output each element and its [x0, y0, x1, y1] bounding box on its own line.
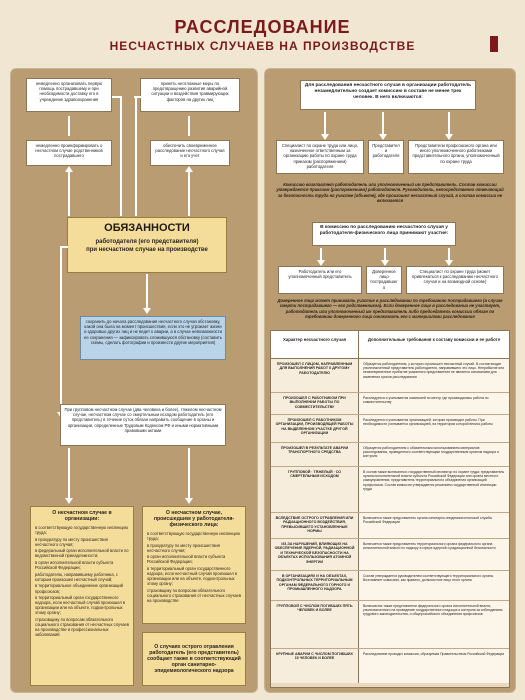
table-row — [271, 467, 509, 513]
phys-member-specialist: Специалист по охране труда (может привлекаться к расследованию несчастного случая и на возмездной основе) — [406, 266, 504, 294]
table-row — [271, 393, 509, 415]
list-item: в прокуратуру по месту происшествия несчастного случая; — [35, 536, 108, 547]
table-cell: Расследование проводит комиссия, образуемая Правительством Российской Федерации — [359, 649, 509, 683]
arrow-head — [185, 498, 193, 504]
list-item: в федеральный орган исполнительной власти по ведомственной принадлежности; — [35, 548, 129, 559]
duties-title: ОБЯЗАННОСТИ — [104, 222, 190, 234]
phys-member-trustee: Доверенное лицо пострадавшего — [366, 266, 402, 294]
duty-first-aid: немедленно организовать первую помощь пострадавшему и при необходимости доставку его в учреждение здравоохранения — [26, 78, 112, 112]
table-cell: ПРОИЗОШЕЛ С РАБОТНИКОМ ПРИ ВЫПОЛНЕНИИ РАБОТЫ ПО СОВМЕСТИТЕЛЬСТВУ — [271, 393, 359, 414]
table-cell: ГРУППОВОЙ С ЧИСЛОМ ПОГИБШИХ ПЯТЬ ЧЕЛОВЕК И БОЛЕЕ — [271, 601, 359, 648]
list-item: в соответствующую государственную инспекцию труда; — [147, 531, 240, 542]
list-item: в территориальный орган государственного надзора, если несчастный случай произошел в организации или на объекте, подконтрольных этому органу; — [35, 595, 126, 616]
table-cell: Образуется работодателем, у которого произошел несчастный случай. В состав входит уполномоченный представитель работодателя, направившего это лицо. Неприбытие или несвоевременное прибытие указанного представителя не является основанием для изменения сроков расследования — [359, 359, 509, 392]
arrow-line — [60, 246, 68, 248]
table-row — [271, 649, 509, 683]
page-title: РАССЛЕДОВАНИЕ — [174, 17, 351, 37]
physical-employer-commission-box: В комиссию по расследованию несчастного случая у работодателя-физического лица принимают участие: — [312, 222, 456, 246]
arrow-line — [382, 112, 384, 136]
member-employer-reps: Представители работодателя — [368, 140, 404, 174]
table-cell: Включается также представитель органа санитарно-эпидемиологической службы Российской Федерации — [359, 513, 509, 538]
arrow-line — [188, 116, 190, 136]
list-item: в соответствующую государственную инспекцию труда; — [35, 525, 128, 536]
header-marker — [490, 36, 498, 52]
page-subtitle: НЕСЧАСТНЫХ СЛУЧАЕВ НА ПРОИЗВОДСТВЕ — [109, 39, 416, 53]
notify-organization-box — [30, 506, 134, 686]
list-item: в прокуратуру по месту происшествия несчастного случая; — [147, 542, 220, 553]
table-cell: Включаются также представители федерального органа исполнительной власти, уполномоченного на проведение государственного надзора и контроля за соблюдением трудового законодательства, и общероссийского объединения профсоюзов — [359, 601, 509, 648]
arrow-line — [112, 96, 122, 98]
preserve-scene-box: сохранить до начала расследования несчастного случая обстановку, какой она была на момент происшествия, если это не угрожает жизни и здоровью других лиц и не ведет к аварии, а в случае невозможности ее сохранения — зафиксировать сложившуюся обстановку (составить схемы, сделать фотографии и произвести другие мероприятия) — [80, 316, 226, 360]
arrow-line — [135, 96, 137, 216]
poster-header — [0, 18, 525, 58]
phys-member-employer: Работодатель или его уполномоченный представитель — [278, 266, 362, 294]
requirements-table — [270, 330, 510, 688]
list-item: в территориальное объединение организаций профсоюзов; — [35, 583, 123, 594]
notify-organization-title: О несчастном случае в организации: — [52, 510, 112, 522]
arrow-line — [68, 170, 70, 216]
table-cell: В ОРГАНИЗАЦИЯХ И НА ОБЪЕКТАХ, ПОДКОНТРОЛЬНЫХ ТЕРРИТОРИАЛЬНЫМ ОРГАНАМ ФЕДЕРАЛЬНОГО ГОРНОГО И ПРОМЫШЛЕННОГО НАДЗОРА — [271, 571, 359, 600]
list-item: страховщику по вопросам обязательного социального страхования от несчастных случаев на производстве и профессиональных заболеваний — [35, 617, 130, 638]
inform-authorities-box: При групповом несчастном случае (два человека и более), тяжелом несчастном случае, несчастном случае со смертельным исходом работодатель (его представитель) в течение суток обязан направить сообщение в органы и организации, определенные Трудовым Кодексом РФ и иными нормативными правовыми актами — [60, 404, 226, 446]
notify-poisoning-text: О случаях острого отравления работодатель (его представитель) сообщает также в соответствующий орган санитарно-эпидемиологического надзора — [147, 644, 241, 674]
commission-note: Комиссию возглавляет работодатель или уполномоченный им представитель. Состав комиссии утверждается приказом (распоряжением) работодателя. Руководитель, непосредственно отвечающий за безопасность труда на участке (объекте), где произошел несчастный случай, в состав комиссии не включается — [276, 182, 504, 203]
duty-inform-relatives: немедленно проинформировать о несчастном случае родственников пострадавшего — [26, 140, 112, 166]
duties-main-box — [67, 217, 227, 273]
table-row — [271, 601, 509, 649]
arrow-line — [146, 274, 148, 310]
duties-subtitle-1: работодателя (его представителя) — [95, 239, 199, 245]
table-cell: ПРОИЗОШЕЛ С РАБОТНИКОМ ОРГАНИЗАЦИИ, ПРОИЗВОДЯЩЕЙ РАБОТЫ НА ВЫДЕЛЕННОМ УЧАСТКЕ ДРУГОЙ ОРГАНИЗАЦИИ — [271, 415, 359, 442]
table-cell: Расследуется и учитывается организацией, которая производит работы. При необходимости учитывается организацией, на территории которой велись работы — [359, 415, 509, 442]
arrow-head — [65, 498, 73, 504]
arrow-line — [68, 116, 70, 136]
arrow-line — [120, 96, 122, 216]
table-cell: Образуется работодателем с обязательным использованием материалов расследования, проведенного соответствующим государственным органом надзора и контроля — [359, 443, 509, 466]
table-cell: Включается также представитель территориального органа федерального органа исполнительной власти по надзору в сфере ядерной и радиационной безопасности — [359, 539, 509, 570]
arrow-line — [60, 246, 62, 418]
commission-creation-box: Для расследования несчастного случая в организации работодатель незамедлительно создает комиссию в составе не менее трех человек. В него включаются: — [300, 80, 476, 110]
table-row — [271, 443, 509, 467]
arrow-line — [324, 112, 326, 136]
arrow-line — [448, 112, 450, 136]
list-item: в орган исполнительной власти субъекта Российской Федерации; — [35, 560, 114, 571]
table-cell: В состав также включаются: государственный инспектор по охране труда; представитель органа исполнительной власти субъекта Российской Федерации или органа местного самоуправления; представитель территориального объединения организаций профсоюзов. Состав комиссии утверждается решением государственной инспекции труда — [359, 467, 509, 512]
table-row — [271, 359, 509, 393]
table-row — [271, 571, 509, 601]
member-safety-specialist: Специалист по охране труда или лицо, назначенное ответственным за организацию работы по охране труда приказом (распоряжением) работодателя — [276, 140, 364, 174]
table-cell: КРУПНЫЕ АВАРИИ С ЧИСЛОМ ПОГИБШИХ 15 ЧЕЛОВЕК И БОЛЕЕ — [271, 649, 359, 683]
trustee-note: Доверенное лицо может принимать участие в расследовании по требованию пострадавшего (в случае смерти пострадавшего — его родственников). Если доверенное лицо в расследовании не участвует, работодатель или уполномоченный им представитель либо председатель комиссии обязан по требованию доверенного лица ознакомить его с материалами расследования — [277, 298, 503, 319]
notify-physical-employer-title: О несчастном случае, происшедшем у работодателя-физического лица: — [153, 510, 235, 528]
member-union-reps: Представители профсоюзного органа или иного уполномоченного работниками представительного органа, уполномоченный по охране труда — [408, 140, 504, 174]
arrow-line — [188, 170, 190, 216]
arrow-head — [65, 166, 73, 172]
arrow-line — [134, 96, 142, 98]
table-header-cell: Дополнительные требования к составу комиссии и ее работе — [367, 337, 501, 342]
list-item: в территориальный орган государственного надзора, если несчастный случай произошел в организации или на объекте, подконтрольных этому органу; — [147, 566, 238, 587]
table-cell: ГРУППОВОЙ · ТЯЖЕЛЫЙ · СО СМЕРТЕЛЬНЫМ ИСХОДОМ — [271, 467, 359, 512]
notify-poisoning-box — [142, 632, 246, 686]
table-cell: ИЗ-ЗА НАРУШЕНИЙ, ВЛИЯЮЩИХ НА ОБЕСПЕЧЕНИЕ ЯДЕРНОЙ, РАДИАЦИОННОЙ И ТЕХНИЧЕСКОЙ БЕЗОПАСНОСТИ НА ОБЪЕКТАХ ИСПОЛЬЗОВАНИЯ АТОМНОЙ ЭНЕРГИИ — [271, 539, 359, 570]
table-row — [271, 513, 509, 539]
table-cell: Расследуется и учитывается комиссией по месту, где производилась работа по совместительству — [359, 393, 509, 414]
table-cell: Состав утверждается руководителем соответствующего территориального органа. Возглавляет комиссию, как правило, должностное лицо этого органа — [359, 571, 509, 600]
duty-prevent-danger: принять неотложные меры по предотвращению развития аварийной ситуации и воздействия травмирующих факторов на других лиц — [140, 78, 240, 112]
table-header-cell: Характер несчастного случая — [271, 331, 359, 358]
table-cell: ВСЛЕДСТВИЕ ОСТРОГО ОТРАВЛЕНИЯ ИЛИ РАДИАЦИОННОГО ВОЗДЕЙСТВИЯ, ПРЕВЫСИВШЕГО УСТАНОВЛЕННЫЕ НОРМЫ — [271, 513, 359, 538]
list-item: страховщику по вопросам обязательного социального страхования от несчастных случаев на производстве — [147, 587, 242, 604]
table-cell: ПРОИЗОШЕЛ В РЕЗУЛЬТАТЕ АВАРИИ ТРАНСПОРТНОГО СРЕДСТВА — [271, 443, 359, 466]
table-row — [271, 539, 509, 571]
table-row — [271, 415, 509, 443]
arrow-line — [68, 448, 70, 500]
list-item: работодателю, направившему работника, с которым произошел несчастный случай; — [35, 571, 118, 582]
arrow-line — [188, 448, 190, 500]
arrow-head — [143, 308, 151, 314]
notify-physical-employer-box — [142, 506, 246, 624]
duties-subtitle-2: при несчастном случае на производстве — [86, 247, 208, 253]
arrow-head — [185, 166, 193, 172]
table-header — [271, 331, 509, 359]
table-cell: ПРОИЗОШЕЛ С ЛИЦОМ, НАПРАВЛЕННЫМ ДЛЯ ВЫПОЛНЕНИЯ РАБОТ К ДРУГОМУ РАБОТОДАТЕЛЮ — [271, 359, 359, 392]
duty-investigation: обеспечить своевременное расследование несчастного случая и его учет — [150, 140, 230, 166]
list-item: в орган исполнительной власти субъекта Российской Федерации; — [147, 554, 226, 565]
